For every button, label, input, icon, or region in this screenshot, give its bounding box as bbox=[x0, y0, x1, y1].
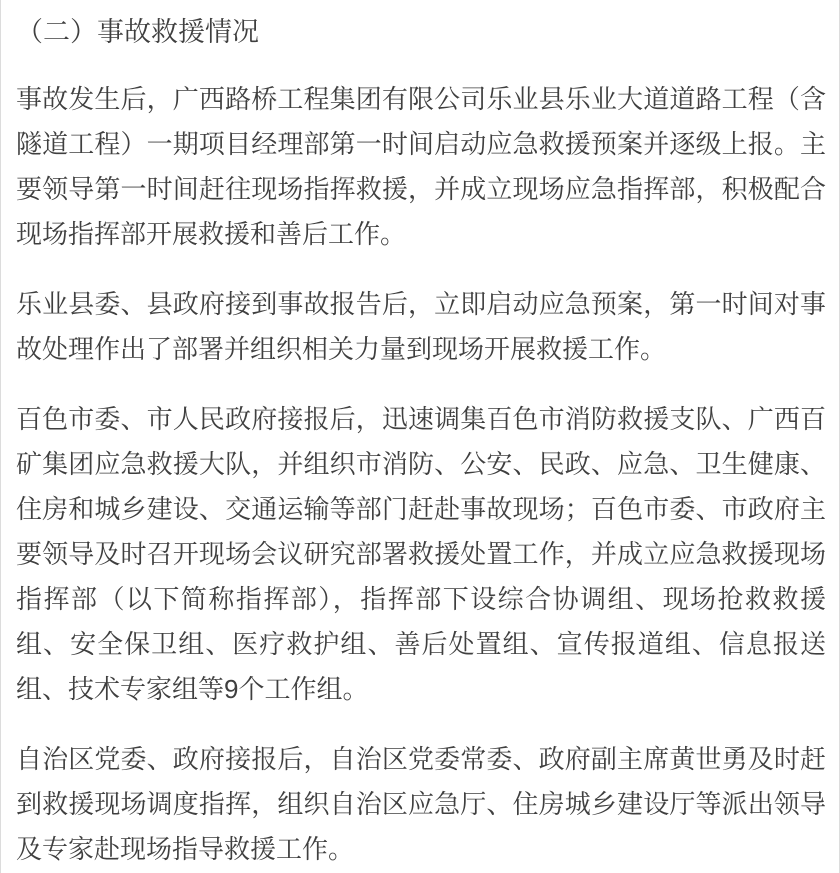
section-heading: （二）事故救援情况 bbox=[16, 17, 259, 47]
paragraph-region-response: 自治区党委、政府接报后，自治区党委常委、政府副主席黄世勇及时赶到救援现场调度指挥，组织自治区应急厅、住房城乡建设厅等派出领导及专家赴现场指导救援工作。 bbox=[16, 744, 826, 864]
paragraph-rescue-company: 事故发生后，广西路桥工程集团有限公司乐业县乐业大道道路工程（含隧道工程）一期项目经理部第一时间启动应急救援预案并逐级上报。主要领导第一时间赶往现场指挥救援，并成立现场应急指挥部，积极配合现场指挥部开展救援和善后工作。 bbox=[16, 84, 826, 249]
paragraph-city-response: 百色市委、市人民政府接报后，迅速调集百色市消防救援支队、广西百矿集团应急救援大队，并组织市消防、公安、民政、应急、卫生健康、住房和城乡建设、交通运输等部门赶赴事故现场；百色市委、市政府主要领导及时召开现场会议研究部署救援处置工作，并成立应急救援现场指挥部（以下简称指挥部），指挥部下设综合协调组、现场抢救救援组、安全保卫组、医疗救护组、善后处置组、宣传报道组、信息报送组、技术专家组等9个工作组。 bbox=[16, 404, 826, 704]
paragraph-county-response: 乐业县委、县政府接到事故报告后，立即启动应急预案，第一时间对事故处理作出了部署并组织相关力量到现场开展救援工作。 bbox=[16, 289, 826, 364]
